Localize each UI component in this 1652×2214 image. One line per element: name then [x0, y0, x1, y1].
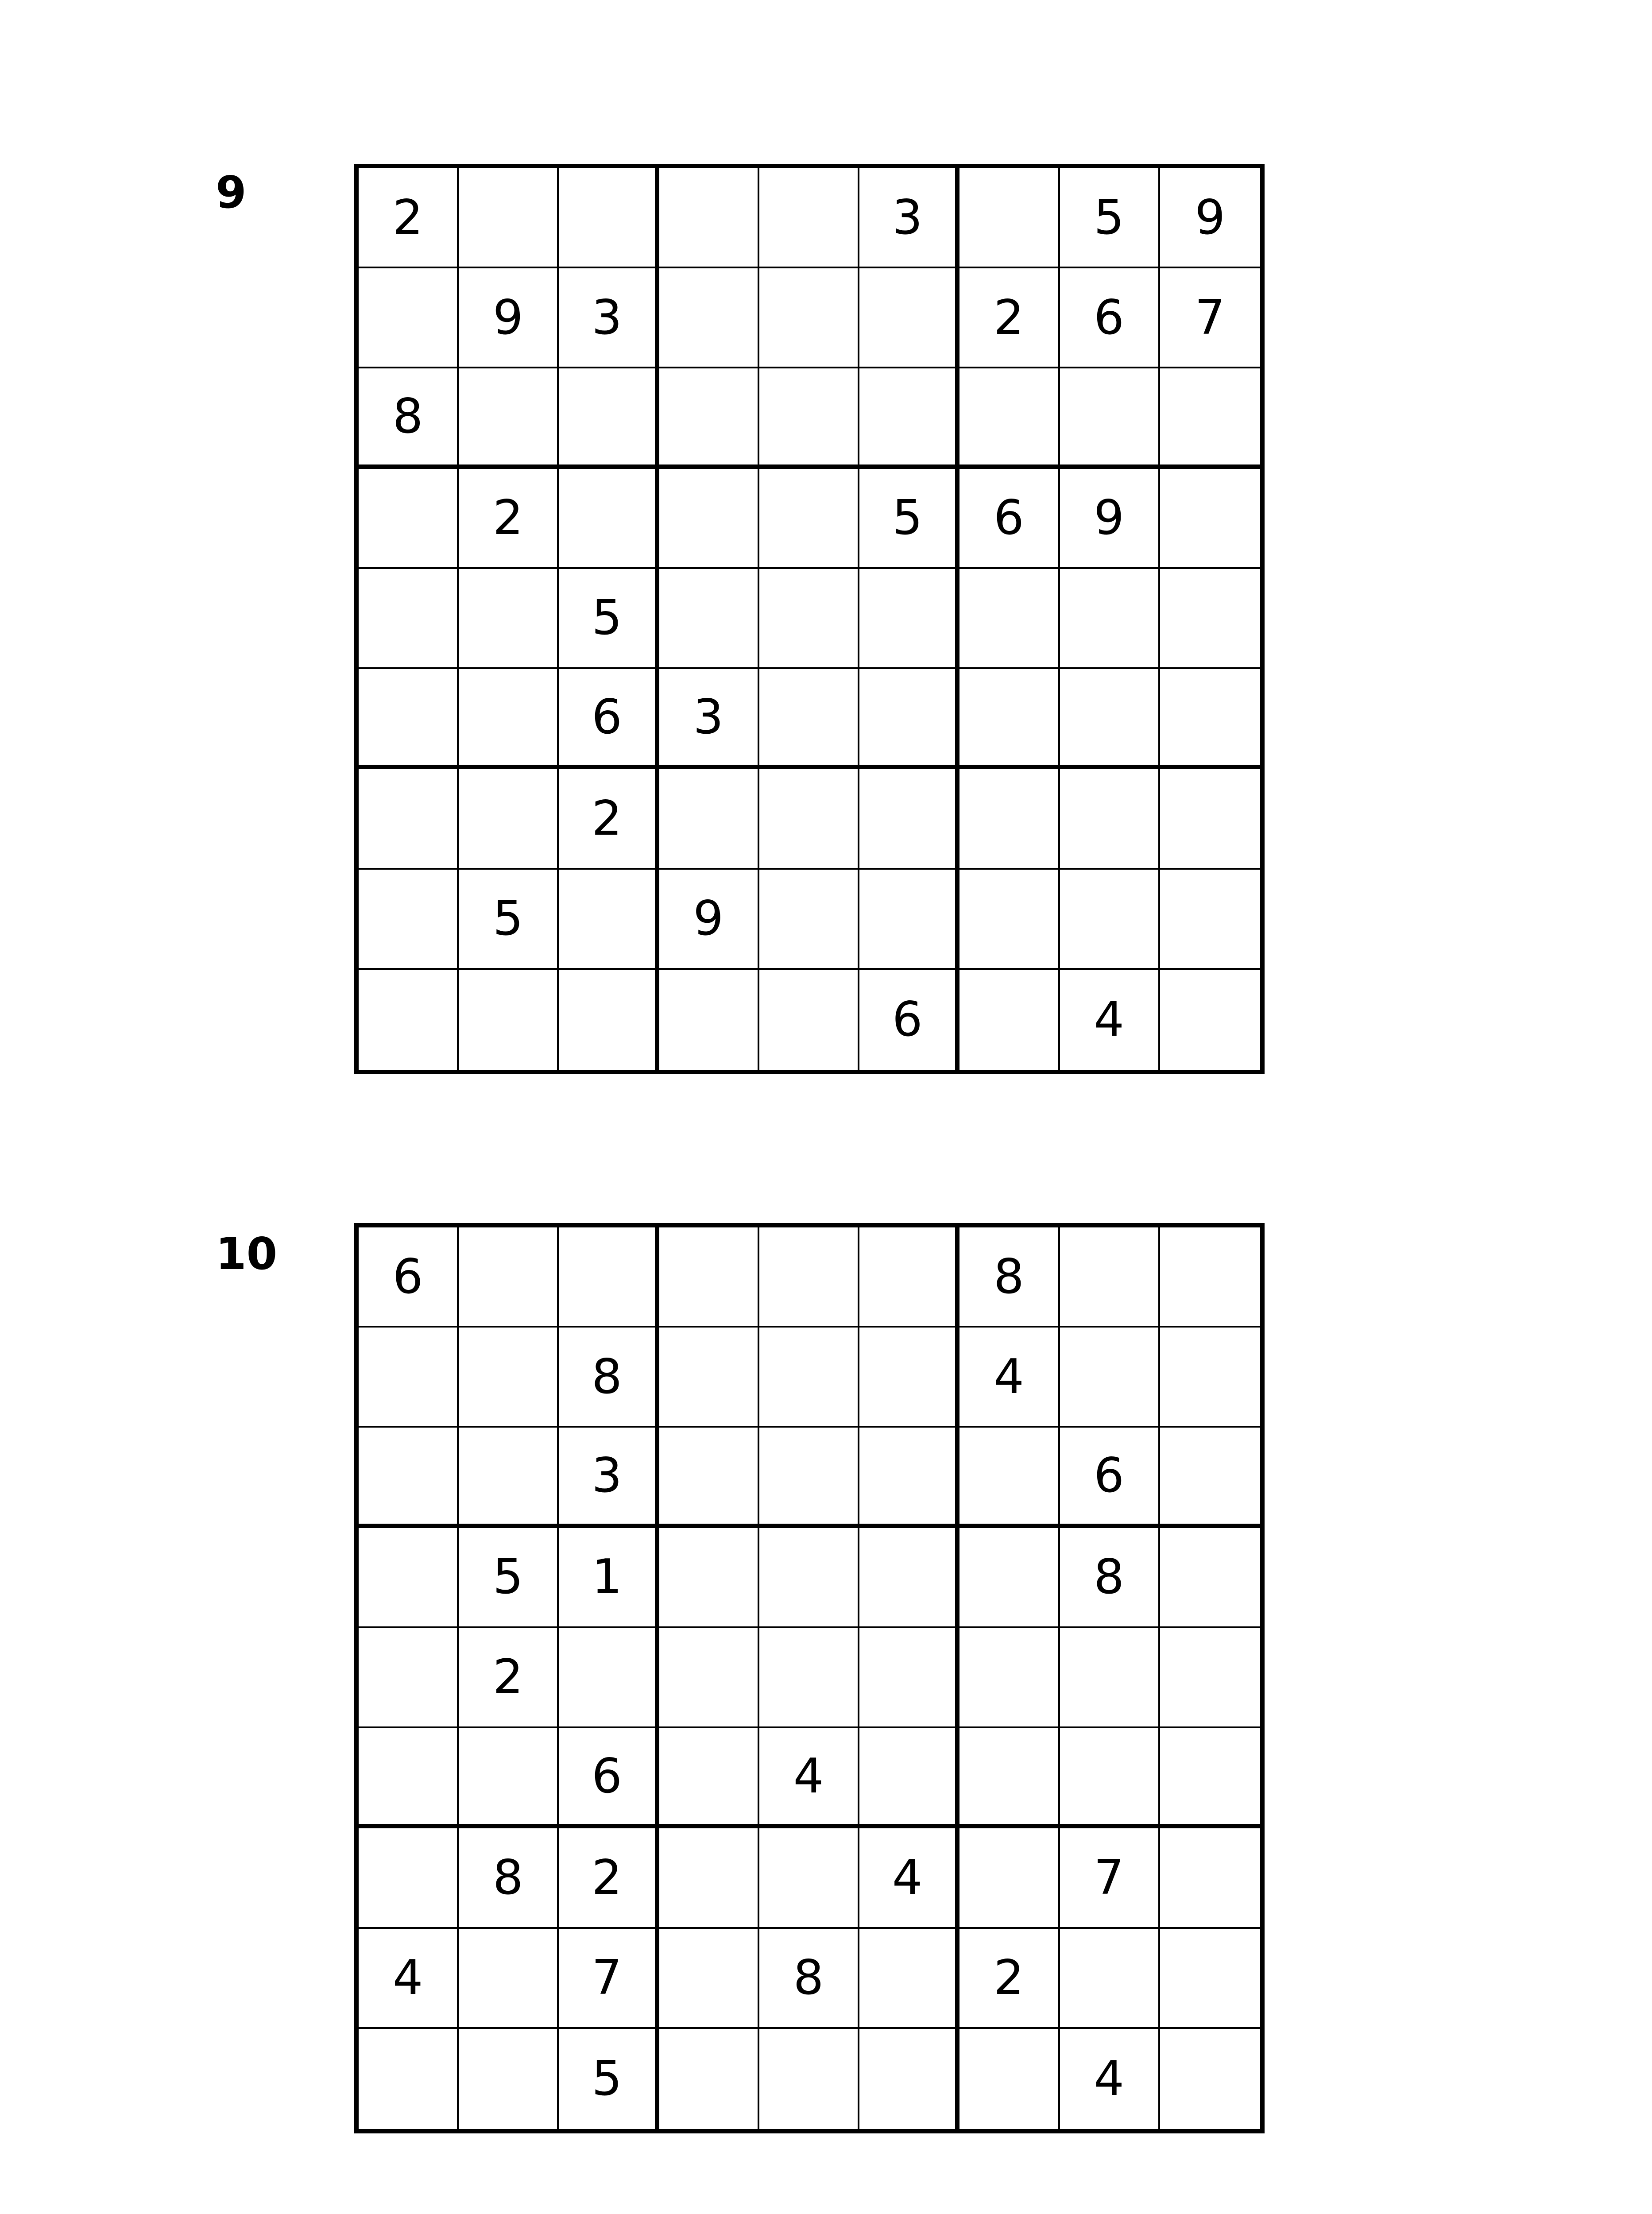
sudoku-grid [354, 164, 1265, 1074]
sudoku-cell[interactable] [659, 569, 759, 669]
sudoku-cell[interactable] [759, 569, 859, 669]
sudoku-cell[interactable] [659, 1528, 759, 1628]
sudoku-cell[interactable] [859, 268, 959, 368]
sudoku-cell[interactable]: 6 [1060, 268, 1160, 368]
sudoku-cell[interactable] [659, 469, 759, 569]
sudoku-cell[interactable]: 8 [559, 1328, 659, 1428]
sudoku-cell[interactable] [459, 1227, 559, 1328]
sudoku-cell[interactable] [1160, 2029, 1260, 2129]
sudoku-cell[interactable] [1060, 870, 1160, 970]
sudoku-cell[interactable] [959, 1728, 1060, 1828]
sudoku-cell[interactable] [1060, 1728, 1160, 1828]
sudoku-cell[interactable] [1160, 1227, 1260, 1328]
sudoku-cell[interactable]: 9 [459, 268, 559, 368]
sudoku-cell[interactable] [959, 970, 1060, 1070]
sudoku-cell[interactable] [859, 1428, 959, 1528]
sudoku-cell[interactable] [859, 1728, 959, 1828]
sudoku-cell[interactable] [959, 1528, 1060, 1628]
sudoku-cell[interactable] [1160, 669, 1260, 769]
sudoku-cell[interactable] [559, 168, 659, 268]
sudoku-cell[interactable] [959, 1828, 1060, 1928]
sudoku-cell[interactable]: 5 [459, 870, 559, 970]
sudoku-cell[interactable] [559, 1628, 659, 1728]
sudoku-cell[interactable] [1160, 870, 1260, 970]
sudoku-cell[interactable] [659, 268, 759, 368]
sudoku-cell[interactable]: 3 [559, 1428, 659, 1528]
sudoku-cell[interactable] [1160, 1728, 1260, 1828]
sudoku-cell[interactable] [1160, 1628, 1260, 1728]
sudoku-cell[interactable] [659, 1929, 759, 2029]
sudoku-cell[interactable]: 2 [559, 1828, 659, 1928]
sudoku-cell[interactable] [959, 1628, 1060, 1728]
sudoku-cell[interactable] [459, 669, 559, 769]
sudoku-grid [354, 1223, 1265, 2133]
sudoku-cell[interactable] [859, 569, 959, 669]
sudoku-cell[interactable] [1060, 769, 1160, 869]
sudoku-cell[interactable] [659, 970, 759, 1070]
sudoku-cell[interactable] [959, 769, 1060, 869]
sudoku-cell[interactable]: 8 [959, 1227, 1060, 1328]
sudoku-cell[interactable] [659, 769, 759, 869]
sudoku-cell[interactable]: 6 [1060, 1428, 1160, 1528]
sudoku-cell[interactable]: 8 [759, 1929, 859, 2029]
sudoku-cell[interactable]: 2 [459, 469, 559, 569]
sudoku-cell[interactable] [759, 469, 859, 569]
sudoku-cell[interactable]: 4 [959, 1328, 1060, 1428]
sudoku-cell[interactable] [359, 1328, 459, 1428]
sudoku-cell[interactable] [959, 368, 1060, 468]
sudoku-cell[interactable] [759, 1528, 859, 1628]
sudoku-cell[interactable]: 9 [659, 870, 759, 970]
sudoku-cell[interactable] [1160, 1528, 1260, 1628]
sudoku-cell[interactable]: 2 [359, 168, 459, 268]
sudoku-cell[interactable] [859, 2029, 959, 2129]
sudoku-cell[interactable]: 2 [459, 1628, 559, 1728]
sudoku-cell[interactable]: 9 [1160, 168, 1260, 268]
sudoku-cell[interactable] [359, 769, 459, 869]
sudoku-cell[interactable] [359, 1528, 459, 1628]
sudoku-cell[interactable] [859, 1227, 959, 1328]
sudoku-cell[interactable] [959, 2029, 1060, 2129]
sudoku-cell[interactable] [859, 1628, 959, 1728]
sudoku-cell[interactable] [359, 569, 459, 669]
sudoku-cell[interactable] [359, 870, 459, 970]
sudoku-cell[interactable]: 4 [1060, 970, 1160, 1070]
sudoku-cell[interactable]: 7 [1060, 1828, 1160, 1928]
sudoku-cell[interactable] [359, 268, 459, 368]
sudoku-cell[interactable] [659, 1828, 759, 1928]
sudoku-cell[interactable] [959, 870, 1060, 970]
sudoku-cell[interactable] [459, 1428, 559, 1528]
sudoku-cell[interactable] [859, 1929, 959, 2029]
sudoku-cell[interactable] [959, 669, 1060, 769]
sudoku-cell[interactable] [859, 368, 959, 468]
sudoku-cell[interactable] [1060, 669, 1160, 769]
sudoku-cell[interactable] [1160, 368, 1260, 468]
sudoku-cell[interactable] [759, 669, 859, 769]
sudoku-cell[interactable]: 8 [359, 368, 459, 468]
sudoku-cell[interactable]: 8 [1060, 1528, 1160, 1628]
sudoku-cell[interactable]: 7 [1160, 268, 1260, 368]
sudoku-cell[interactable] [1060, 569, 1160, 669]
sudoku-cell[interactable] [359, 1628, 459, 1728]
sudoku-cell[interactable] [559, 970, 659, 1070]
sudoku-cell[interactable] [659, 1428, 759, 1528]
sudoku-cell[interactable] [359, 669, 459, 769]
sudoku-cell[interactable] [459, 1328, 559, 1428]
sudoku-cell[interactable]: 5 [859, 469, 959, 569]
sudoku-cell[interactable] [1160, 769, 1260, 869]
sudoku-cell[interactable] [659, 168, 759, 268]
sudoku-cell[interactable] [759, 769, 859, 869]
sudoku-cell[interactable] [559, 469, 659, 569]
sudoku-cell[interactable] [359, 1428, 459, 1528]
sudoku-cell[interactable] [759, 1828, 859, 1928]
sudoku-cell[interactable] [559, 870, 659, 970]
sudoku-cell[interactable] [759, 1227, 859, 1328]
sudoku-cell[interactable] [1060, 1328, 1160, 1428]
sudoku-cell[interactable] [659, 368, 759, 468]
sudoku-cell[interactable] [1060, 368, 1160, 468]
sudoku-cell[interactable] [659, 2029, 759, 2129]
sudoku-cell[interactable] [1060, 1628, 1160, 1728]
sudoku-cell[interactable] [759, 2029, 859, 2129]
sudoku-cell[interactable] [1060, 1227, 1160, 1328]
sudoku-cell[interactable] [1160, 970, 1260, 1070]
puzzle-number: 9 [216, 166, 247, 218]
sudoku-cell[interactable] [359, 1728, 459, 1828]
sudoku-cell[interactable] [959, 569, 1060, 669]
sudoku-cell[interactable]: 6 [359, 1227, 459, 1328]
sudoku-cell[interactable] [859, 1328, 959, 1428]
sudoku-cell[interactable] [459, 368, 559, 468]
sudoku-cell[interactable] [759, 1428, 859, 1528]
sudoku-cell[interactable] [559, 1227, 659, 1328]
sudoku-cell[interactable] [759, 168, 859, 268]
sudoku-cell[interactable] [359, 469, 459, 569]
sudoku-cell[interactable] [459, 168, 559, 268]
sudoku-cell[interactable]: 2 [959, 268, 1060, 368]
sudoku-cell[interactable]: 4 [759, 1728, 859, 1828]
sudoku-cell[interactable] [1160, 1428, 1260, 1528]
sudoku-cell[interactable] [759, 870, 859, 970]
sudoku-cell[interactable]: 3 [559, 268, 659, 368]
puzzle-number: 10 [216, 1228, 278, 1280]
sudoku-cell[interactable]: 5 [1060, 168, 1160, 268]
sudoku-cell[interactable]: 2 [559, 769, 659, 869]
sudoku-cell[interactable] [759, 268, 859, 368]
sudoku-cell[interactable]: 6 [959, 469, 1060, 569]
sudoku-cell[interactable] [859, 769, 959, 869]
sudoku-cell[interactable] [759, 1628, 859, 1728]
sudoku-cell[interactable]: 6 [559, 669, 659, 769]
sudoku-cell[interactable]: 5 [559, 2029, 659, 2129]
sudoku-cell[interactable] [459, 2029, 559, 2129]
sudoku-cell[interactable] [1060, 1929, 1160, 2029]
sudoku-cell[interactable]: 5 [459, 1528, 559, 1628]
sudoku-cell[interactable]: 5 [559, 569, 659, 669]
sudoku-cell[interactable] [859, 1528, 959, 1628]
sudoku-cell[interactable] [1160, 1828, 1260, 1928]
sudoku-cell[interactable] [859, 870, 959, 970]
sudoku-cell[interactable] [1160, 1929, 1260, 2029]
sudoku-cell[interactable]: 4 [859, 1828, 959, 1928]
sudoku-cell[interactable] [459, 569, 559, 669]
sudoku-cell[interactable] [559, 368, 659, 468]
sudoku-cell[interactable]: 4 [1060, 2029, 1160, 2129]
sudoku-cell[interactable]: 2 [959, 1929, 1060, 2029]
sudoku-cell[interactable] [959, 168, 1060, 268]
sudoku-cell[interactable]: 6 [559, 1728, 659, 1828]
sudoku-cell[interactable] [359, 2029, 459, 2129]
sudoku-cell[interactable] [659, 1328, 759, 1428]
sudoku-cell[interactable] [659, 1728, 759, 1828]
sudoku-cell[interactable] [459, 769, 559, 869]
sudoku-cell[interactable] [459, 1728, 559, 1828]
sudoku-cell[interactable] [959, 1428, 1060, 1528]
sudoku-cell[interactable]: 6 [859, 970, 959, 1070]
sudoku-cell[interactable] [459, 1929, 559, 2029]
sudoku-cell[interactable] [1160, 569, 1260, 669]
sudoku-cell[interactable] [1160, 469, 1260, 569]
sudoku-cell[interactable] [759, 368, 859, 468]
sudoku-cell[interactable] [359, 1828, 459, 1928]
sudoku-cell[interactable]: 4 [359, 1929, 459, 2029]
sudoku-cell[interactable]: 8 [459, 1828, 559, 1928]
sudoku-cell[interactable] [359, 970, 459, 1070]
sudoku-cell[interactable] [859, 669, 959, 769]
sudoku-cell[interactable] [659, 1227, 759, 1328]
sudoku-cell[interactable]: 3 [859, 168, 959, 268]
sudoku-cell[interactable] [659, 1628, 759, 1728]
sudoku-cell[interactable] [759, 970, 859, 1070]
sudoku-cell[interactable]: 9 [1060, 469, 1160, 569]
sudoku-cell[interactable] [1160, 1328, 1260, 1428]
sudoku-cell[interactable]: 3 [659, 669, 759, 769]
sudoku-cell[interactable]: 7 [559, 1929, 659, 2029]
sudoku-cell[interactable]: 1 [559, 1528, 659, 1628]
sudoku-cell[interactable] [459, 970, 559, 1070]
sudoku-cell[interactable] [759, 1328, 859, 1428]
